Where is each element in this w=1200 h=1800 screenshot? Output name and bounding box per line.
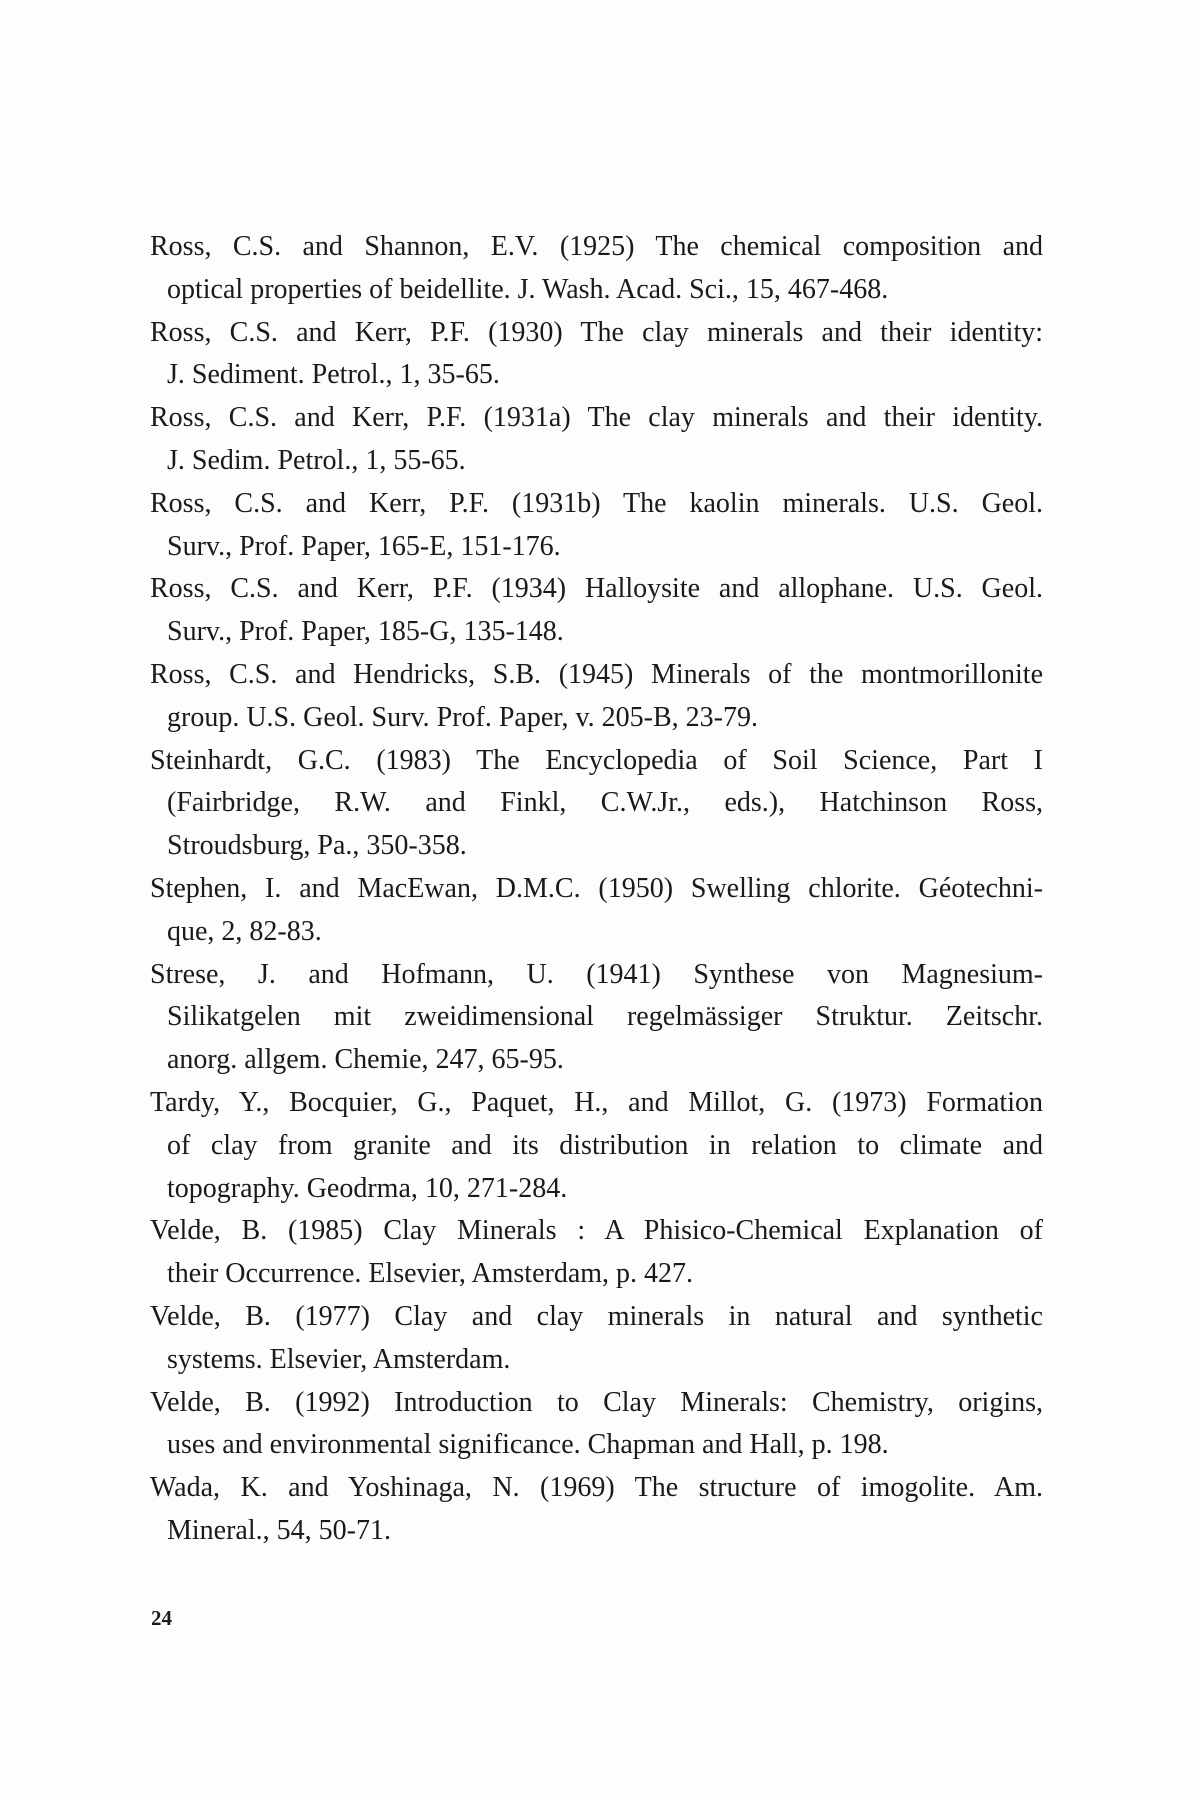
page-number: 24 (151, 1606, 172, 1630)
reference-entry (150, 1467, 1043, 1553)
reference-line: Velde, B. (1977) Clay and clay minerals in natural and synthetic (150, 1300, 1043, 1332)
reference-entry (150, 568, 1043, 654)
reference-line: Ross, C.S. and Kerr, P.F. (1930) The clay minerals and their identity: (150, 316, 1043, 348)
reference-entry (150, 1082, 1043, 1210)
reference-line: Stroudsburg, Pa., 350-358. (167, 830, 467, 862)
reference-line: Surv., Prof. Paper, 185-G, 135-148. (167, 616, 564, 648)
reference-line: Tardy, Y., Bocquier, G., Paquet, H., and Millot, G. (1973) Formation (150, 1086, 1043, 1118)
reference-line: Ross, C.S. and Kerr, P.F. (1931a) The clay minerals and their identity. (150, 402, 1043, 434)
reference-line: Stephen, I. and MacEwan, D.M.C. (1950) Swelling chlorite. Géotechni- (150, 872, 1043, 904)
reference-line: Velde, B. (1985) Clay Minerals : A Phisico-Chemical Explanation of (150, 1215, 1043, 1247)
reference-line: topography. Geodrma, 10, 271-284. (167, 1172, 568, 1204)
reference-line: J. Sediment. Petrol., 1, 35-65. (167, 359, 500, 391)
reference-line: anorg. allgem. Chemie, 247, 65-95. (167, 1044, 564, 1076)
reference-line: (Fairbridge, R.W. and Finkl, C.W.Jr., eds.), Hatchinson Ross, (167, 787, 1043, 819)
reference-line: Ross, C.S. and Kerr, P.F. (1931b) The kaolin minerals. U.S. Geol. (150, 487, 1043, 519)
reference-line: optical properties of beidellite. J. Wash. Acad. Sci., 15, 467-468. (167, 273, 889, 305)
reference-entry (150, 226, 1043, 312)
reference-line: Ross, C.S. and Shannon, E.V. (1925) The chemical composition and (150, 231, 1043, 262)
reference-entry (150, 740, 1043, 868)
reference-entry (150, 954, 1043, 1082)
reference-line: J. Sedim. Petrol., 1, 55-65. (167, 444, 466, 476)
reference-line: Ross, C.S. and Hendricks, S.B. (1945) Minerals of the montmorillonite (150, 658, 1043, 690)
reference-line: Steinhardt, G.C. (1983) The Encyclopedia of Soil Science, Part I (150, 744, 1043, 776)
reference-entry (150, 312, 1043, 398)
reference-line: Silikatgelen mit zweidimensional regelmässiger Struktur. Zeitschr. (167, 1001, 1043, 1033)
reference-line: Strese, J. and Hofmann, U. (1941) Synthese von Magnesium- (150, 958, 1043, 990)
reference-list (150, 226, 1043, 1553)
reference-line: systems. Elsevier, Amsterdam. (167, 1343, 511, 1375)
reference-entry (150, 483, 1043, 569)
reference-line: Ross, C.S. and Kerr, P.F. (1934) Halloysite and allophane. U.S. Geol. (150, 573, 1043, 605)
reference-line: their Occurrence. Elsevier, Amsterdam, p. 427. (167, 1258, 694, 1290)
reference-line: Mineral., 54, 50-71. (167, 1514, 391, 1546)
reference-entry (150, 654, 1043, 740)
reference-entry (150, 397, 1043, 483)
reference-line: Wada, K. and Yoshinaga, N. (1969) The structure of imogolite. Am. (150, 1472, 1043, 1504)
reference-entry (150, 1296, 1043, 1382)
reference-entry (150, 1382, 1043, 1468)
reference-line: Velde, B. (1992) Introduction to Clay Minerals: Chemistry, origins, (150, 1386, 1043, 1418)
reference-line: que, 2, 82-83. (167, 915, 322, 947)
reference-line: Surv., Prof. Paper, 165-E, 151-176. (167, 530, 561, 562)
reference-entry (150, 868, 1043, 954)
reference-line: of clay from granite and its distribution in relation to climate and (167, 1129, 1043, 1161)
reference-line: group. U.S. Geol. Surv. Prof. Paper, v. 205-B, 23-79. (167, 701, 758, 733)
reference-line: uses and environmental significance. Chapman and Hall, p. 198. (167, 1429, 889, 1461)
reference-entry (150, 1210, 1043, 1296)
